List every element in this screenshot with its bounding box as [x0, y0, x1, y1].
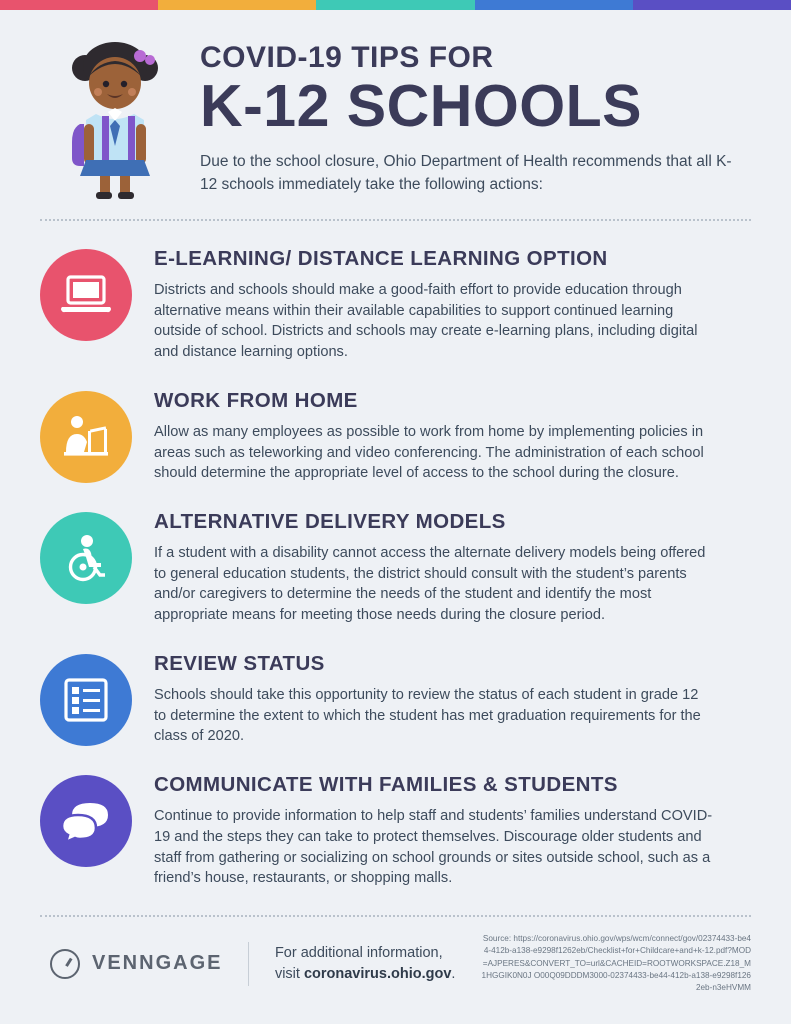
list-item: [40, 484, 751, 626]
color-bar-segment-1: [0, 0, 158, 10]
speech-bubbles-icon: [40, 775, 132, 867]
page-title-line2: K-12 SCHOOLS: [200, 72, 643, 139]
item-text: Schools should take this opportunity to review the status of each student in grade 12 to determine the extent to which the student has met graduation requirements for the class of 2020.: [154, 686, 701, 745]
footer: [0, 917, 791, 994]
footer-info-line2: [275, 964, 455, 985]
item-title: ALTERNATIVE DELIVERY MODELS: [154, 510, 506, 534]
color-bar-segment-3: [316, 0, 474, 10]
header: [0, 10, 791, 203]
top-color-bar: [0, 0, 791, 10]
item-title: E-LEARNING/ DISTANCE LEARNING OPTION: [154, 247, 608, 270]
item-title: REVIEW STATUS: [154, 651, 325, 675]
list-item: [40, 221, 751, 363]
list-item: [40, 626, 751, 747]
venngage-logo: [40, 949, 222, 979]
coronavirus-link[interactable]: coronavirus.ohio.gov: [303, 965, 452, 982]
footer-info: [275, 943, 455, 985]
item-title: WORK FROM HOME: [154, 388, 358, 412]
color-bar-segment-2: [158, 0, 316, 10]
list-item: [40, 363, 751, 484]
student-girl-illustration: [40, 28, 190, 203]
header-text: [190, 28, 740, 203]
item-title: COMMUNICATE WITH FAMILIES & STUDENTS: [154, 773, 618, 797]
item-text: Districts and schools should make a good-faith effort to provide education through alternative means within their available capabilities to support continued learning outside of school. Districts and schools may create e-learning plans, including digital and distance learning options.: [154, 282, 698, 361]
item-text: Continue to provide information to help staff and students’ families understand COVID-19 and the steps they can take to protect themselves. Discourage older students and staff from gathering or socializing on school grounds or sites outside school, such as a friend’s house, restaurants, or shopping malls.: [154, 808, 713, 887]
laptop-icon: [40, 249, 132, 341]
footer-info-suffix: .: [451, 965, 456, 982]
wheelchair-accessible-icon: [40, 512, 132, 604]
page-subtitle: Due to the school closure, Ohio Department of Health recommends that all K-12 schools immediately take the following actions:: [200, 153, 732, 193]
item-text: Allow as many employees as possible to work from home by implementing policies in areas such as teleworking and video conferencing. The administration of each school should determine the appropriate level of access to the school during the closure.: [154, 423, 704, 482]
item-text: If a student with a disability cannot access the alternate delivery models being offered to general education students, the district should consult with the student’s parents and/or caregivers to determine the needs of the student and identify the most appropriate means for meeting those needs during the closure period.: [154, 545, 706, 624]
page-title-line1: COVID-19 TIPS FOR: [200, 41, 494, 74]
footer-info-line1: For additional information,: [274, 944, 443, 961]
footer-info-prefix: visit: [274, 965, 304, 982]
checklist-icon: [40, 654, 132, 746]
list-item: [40, 747, 751, 889]
person-at-desk-icon: [40, 391, 132, 483]
color-bar-segment-4: [475, 0, 633, 10]
tips-list: [0, 221, 791, 889]
brand-name: VENNGAGE: [92, 952, 223, 975]
color-bar-segment-5: [633, 0, 791, 10]
source-citation: Source: https://coronavirus.ohio.gov/wps/wcm/connect/gov/02374433-be44-412b-a138-e9298f1262eb/Checklist+for+Childcare+and+k-12.pdf?MOD=AJPERES&CONVERT_TO=url&CACHEID=ROOTWORKSPACE.Z18_M1HGGIK0N0J O00Q09DDDM3000-02374433-be44-412b-a138-e9298f1262eb-n3eHVMM: [481, 933, 751, 993]
clock-icon: [50, 949, 80, 979]
